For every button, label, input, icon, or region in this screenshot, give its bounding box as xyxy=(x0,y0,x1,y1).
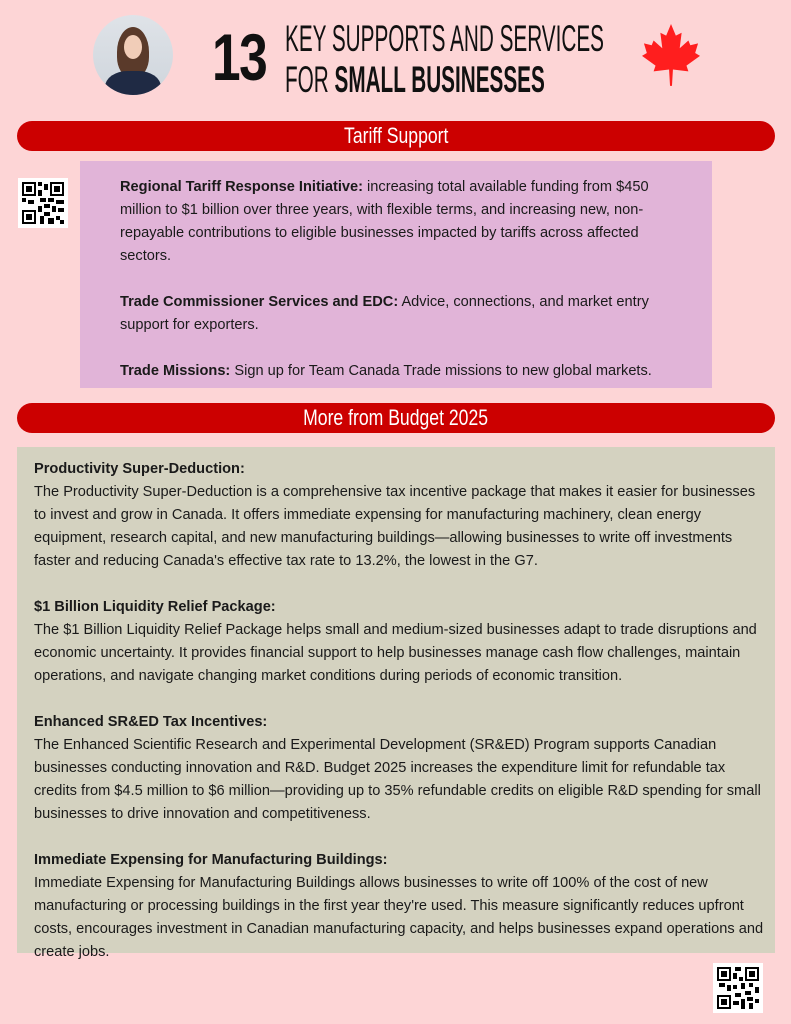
budget-item: $1 Billion Liquidity Relief Package: The $1 Billion Liquidity Relief Package helps small and medium-sized businesses adapt to trade disruptions and economic uncertainty. It provides financial support to help businesses manage cash flow challenges, maintain operations, and navigate changing market conditions during periods of economic transition. xyxy=(34,599,757,684)
tariff-item: Trade Missions: Sign up for Team Canada Trade missions to new global markets. xyxy=(120,363,652,379)
avatar xyxy=(93,15,173,95)
maple-leaf-icon xyxy=(642,22,700,86)
qr-code-icon[interactable] xyxy=(18,178,68,228)
title-line-2: FOR SMALL BUSINESSES xyxy=(285,59,545,100)
tariff-support-box xyxy=(80,161,712,388)
title-line-1: KEY SUPPORTS AND SERVICES xyxy=(285,18,604,59)
tariff-support-heading: Tariff Support xyxy=(17,121,775,151)
budget-item: Productivity Super-Deduction: The Productivity Super-Deduction is a comprehensive tax incentive package that makes it easier for businesses to invest and grow in Canada. It offers immediate expensing for manufacturing machinery, clean energy equipment, research capital, and new manufacturing buildings—allowing businesses to write off investments faster and reducing Canada's effective tax rate to 13.2%, the lowest in the G7. xyxy=(34,461,756,569)
budget-item: Enhanced SR&ED Tax Incentives: The Enhanced Scientific Research and Experimental Development (SR&ED) Program supports Canadian businesses conducting innovation and R&D. Budget 2025 increases the expenditure limit for refundable tax credits from $4.5 million to $6 million—providing up to 35% refundable credits on eligible R&D spending for small businesses to drive innovation and competitiveness. xyxy=(34,714,761,822)
qr-code-icon[interactable] xyxy=(713,963,763,1013)
tariff-item: Trade Commissioner Services and EDC: Advice, connections, and market entry support for exporters. xyxy=(120,294,649,333)
page-title xyxy=(285,18,604,100)
budget-2025-box xyxy=(17,447,775,960)
budget-item: Immediate Expensing for Manufacturing Buildings: Immediate Expensing for Manufacturing Buildings allows businesses to write off 100% of the cost of new manufacturing or processing buildings in the first year they're used. This measure significantly reduces upfront costs, encourages investment in Canadian manufacturing capacity, and helps businesses expand operations and create jobs. xyxy=(34,852,764,960)
title-number: 13 xyxy=(212,20,267,94)
budget-2025-heading: More from Budget 2025 xyxy=(17,403,775,433)
tariff-item: Regional Tariff Response Initiative: increasing total available funding from $450 million to $1 billion over three years, with flexible terms, and increasing new, non-repayable contributions to eligible businesses impacted by tariffs across affected sectors. xyxy=(120,179,649,264)
